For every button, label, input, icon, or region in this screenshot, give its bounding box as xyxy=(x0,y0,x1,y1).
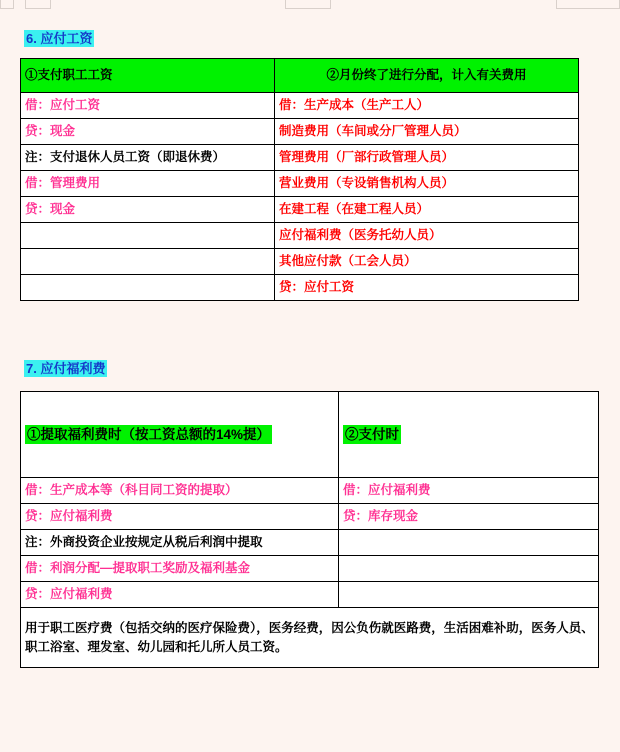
cell-right: 制造费用（车间或分厂管理人员） xyxy=(275,119,579,145)
header-label-1: ①提取福利费时（按工资总额的14%提） xyxy=(27,427,271,442)
table-row xyxy=(21,197,579,223)
cell-left: 贷：应付福利费 xyxy=(21,582,339,608)
cell-right xyxy=(339,530,599,556)
table-row xyxy=(21,582,599,608)
cell-left: 注：支付退休人员工资（即退休费） xyxy=(21,145,275,171)
cell-left: 贷：现金 xyxy=(21,119,275,145)
header-cell-2: ②月份终了进行分配，计入有关费用 xyxy=(275,59,579,93)
cell-right: 营业费用（专设销售机构人员） xyxy=(275,171,579,197)
table-row-header xyxy=(21,59,579,93)
table-payable-welfare xyxy=(20,391,599,668)
top-mark-2 xyxy=(25,0,51,9)
table-row xyxy=(21,478,599,504)
table-row xyxy=(21,556,599,582)
cell-left: 贷：现金 xyxy=(21,197,275,223)
note-cell xyxy=(21,608,599,668)
cell-left: 借：利润分配—提取职工奖励及福利基金 xyxy=(21,556,339,582)
table-row xyxy=(21,145,579,171)
cell-left: 贷：应付福利费 xyxy=(21,504,339,530)
cell-right: 管理费用（厂部行政管理人员） xyxy=(275,145,579,171)
cell-right: 借：应付福利费 xyxy=(339,478,599,504)
section-title-6: 6. 应付工资 xyxy=(26,31,93,46)
table-row xyxy=(21,530,599,556)
table-row-note xyxy=(21,608,599,668)
table-row xyxy=(21,223,579,249)
header-label-2: ②支付时 xyxy=(345,427,399,442)
note-text: 用于职工医疗费（包括交纳的医疗保险费），医务经费，因公负伤就医路费，生活困难补助，医务人员、职工浴室、理发室、幼儿园和托儿所人员工资。 xyxy=(25,620,594,654)
table-row xyxy=(21,171,579,197)
header-cell-1: ①支付职工工资 xyxy=(21,59,275,93)
cell-left: 注：外商投资企业按规定从税后利润中提取 xyxy=(21,530,339,556)
table-row-header xyxy=(21,392,599,478)
top-mark-1 xyxy=(0,0,14,9)
cell-left xyxy=(21,275,275,301)
table-row xyxy=(21,249,579,275)
cell-left: 借：应付工资 xyxy=(21,93,275,119)
cell-left: 借：生产成本等（科目同工资的提取） xyxy=(21,478,339,504)
cell-right xyxy=(339,556,599,582)
header-cell-2 xyxy=(339,392,599,478)
cell-left xyxy=(21,223,275,249)
section-title-7: 7. 应付福利费 xyxy=(26,361,106,376)
cell-right: 借：生产成本（生产工人） xyxy=(275,93,579,119)
top-mark-4 xyxy=(556,0,620,9)
page-top-marks xyxy=(0,0,620,10)
cell-right: 应付福利费（医务托幼人员） xyxy=(275,223,579,249)
cell-right xyxy=(339,582,599,608)
table-payable-wages xyxy=(20,58,579,301)
table-row xyxy=(21,119,579,145)
cell-right: 在建工程（在建工程人员） xyxy=(275,197,579,223)
cell-left: 借：管理费用 xyxy=(21,171,275,197)
header-cell-1 xyxy=(21,392,339,478)
top-mark-3 xyxy=(285,0,331,9)
table-row xyxy=(21,275,579,301)
cell-right: 其他应付款（工会人员） xyxy=(275,249,579,275)
cell-left xyxy=(21,249,275,275)
cell-right: 贷：库存现金 xyxy=(339,504,599,530)
cell-right: 贷：应付工资 xyxy=(275,275,579,301)
table-row xyxy=(21,93,579,119)
table-row xyxy=(21,504,599,530)
